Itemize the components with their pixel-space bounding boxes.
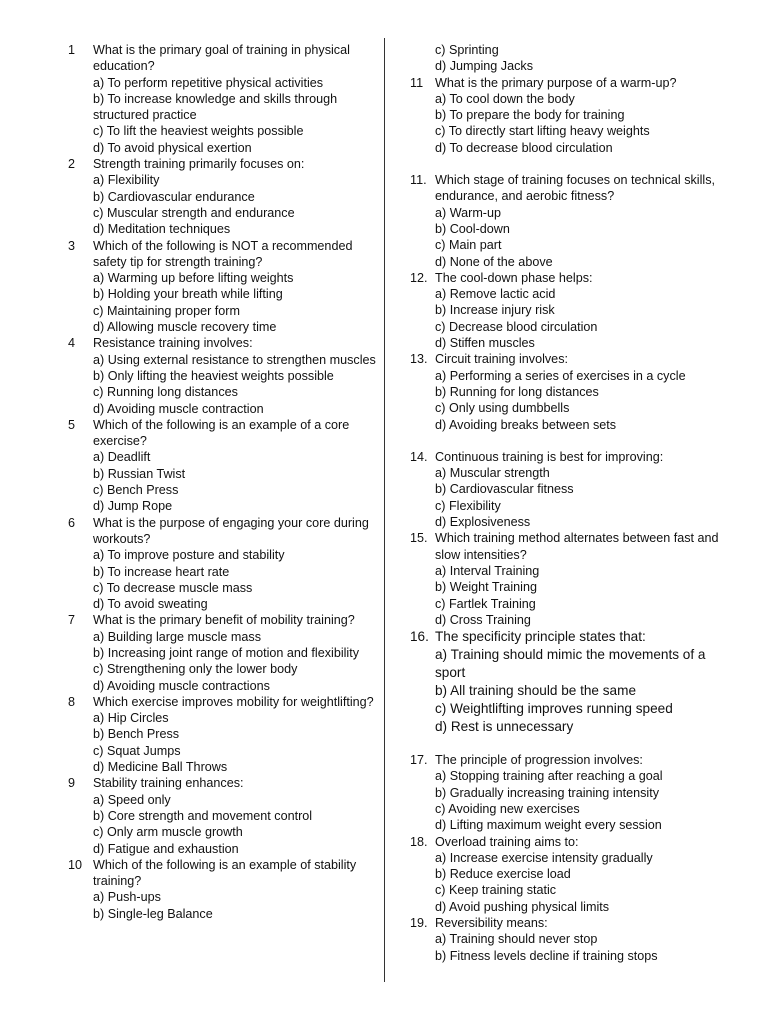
answer-option: c) Squat Jumps (93, 743, 181, 758)
answer-option: d) Rest is unnecessary (435, 719, 574, 735)
answer-option: d) None of the above (435, 254, 553, 269)
answer-option: d) Medicine Ball Throws (93, 760, 228, 775)
question-text: Reversibility means: (435, 916, 548, 931)
question-text: What is the purpose of engaging your core during workouts? (93, 515, 369, 546)
answer-option: c) Running long distances (93, 385, 238, 400)
question-number: 7 (68, 613, 76, 628)
answer-option: d) Fatigue and exhaustion (93, 841, 239, 856)
answer-option: a) Using external resistance to strengthen muscles (93, 352, 376, 367)
answer-option: a) Warm-up (435, 205, 502, 220)
right-column (410, 42, 730, 964)
answer-option: a) To improve posture and stability (93, 548, 285, 563)
question-number: 17. (410, 753, 428, 768)
question-block (68, 42, 384, 156)
question-block (410, 530, 730, 628)
answer-option: b) Only lifting the heaviest weights possible (93, 368, 334, 383)
answer-option: d) Jumping Jacks (435, 59, 533, 74)
answer-option: a) Remove lactic acid (435, 287, 556, 302)
answer-option: a) Push-ups (93, 890, 161, 905)
question-line (410, 75, 730, 91)
question-block (410, 449, 730, 530)
answer-option: c) Weightlifting improves running speed (435, 701, 673, 717)
question-number: 12. (410, 270, 428, 285)
question-block (68, 417, 384, 515)
answer-option: c) Sprinting (435, 43, 499, 57)
answer-option: b) Weight Training (435, 580, 537, 595)
question-text: Circuit training involves: (435, 352, 568, 367)
question-line (410, 834, 730, 850)
question-text: Which exercise improves mobility for weightlifting? (93, 694, 374, 709)
question-number: 15. (410, 531, 428, 546)
answer-option: a) Building large muscle mass (93, 629, 261, 644)
answer-option: b) Fitness levels decline if training stops (435, 948, 658, 963)
question-block (68, 775, 384, 856)
question-line (410, 628, 730, 646)
answer-option: d) Jump Rope (93, 499, 173, 514)
question-number: 13. (410, 352, 428, 367)
question-block (410, 270, 730, 351)
answer-option: b) Russian Twist (93, 466, 186, 481)
question-line (68, 775, 384, 791)
answer-option: d) Avoiding muscle contraction (93, 401, 264, 416)
answer-option: d) Explosiveness (435, 515, 531, 530)
question-line (68, 238, 384, 271)
question-line (68, 515, 384, 548)
question-number: 2 (68, 157, 76, 172)
answer-option: d) To avoid sweating (93, 597, 208, 612)
column-divider (384, 38, 385, 982)
answer-option: c) Maintaining proper form (93, 303, 240, 318)
question-block (68, 857, 384, 922)
answer-option: b) Running for long distances (435, 384, 599, 399)
answer-option: c) Fartlek Training (435, 596, 536, 611)
answer-option: c) To lift the heaviest weights possible (93, 124, 304, 139)
answer-option: b) To increase knowledge and skills through structured practice (93, 91, 338, 123)
question-text: Overload training aims to: (435, 834, 579, 849)
question-block (410, 75, 730, 156)
question-text: Stability training enhances: (93, 776, 244, 791)
question-block (68, 612, 384, 693)
question-block (410, 628, 730, 736)
answer-option: c) Only using dumbbells (435, 401, 570, 416)
question-block (410, 752, 730, 833)
question-number: 4 (68, 336, 76, 351)
question-text: Resistance training involves: (93, 336, 253, 351)
answer-option: c) Strengthening only the lower body (93, 662, 298, 677)
question-number: 11 (410, 75, 424, 90)
answer-option: a) Deadlift (93, 450, 151, 465)
question-text: Which stage of training focuses on technical skills, endurance, and aerobic fitness? (435, 173, 715, 204)
answer-option: c) Keep training static (435, 883, 557, 898)
answer-option: a) Training should never stop (435, 932, 598, 947)
answer-option: d) To decrease blood circulation (435, 140, 613, 155)
answer-option: b) Cardiovascular fitness (435, 482, 574, 497)
question-block (68, 238, 384, 336)
answer-option: a) Performing a series of exercises in a cycle (435, 368, 686, 383)
answer-option: c) Main part (435, 238, 502, 253)
question-text: Which of the following is NOT a recommended safety tip for strength training? (93, 238, 353, 269)
answer-option: a) Flexibility (93, 173, 160, 188)
answer-option: b) Cool-down (435, 221, 510, 236)
question-line (410, 172, 730, 205)
question-text: Which of the following is an example of stability training? (93, 857, 357, 889)
answer-option: b) To increase heart rate (93, 564, 230, 579)
answer-option: b) Increase injury risk (435, 303, 555, 318)
question-number: 14. (410, 449, 428, 464)
answer-option: b) Single-leg Balance (93, 906, 213, 921)
answer-option: d) Lifting maximum weight every session (435, 818, 662, 833)
question-line (68, 156, 384, 172)
question-block (410, 834, 730, 915)
question-line (410, 449, 730, 465)
question-line (68, 42, 384, 75)
question-text: What is the primary benefit of mobility training? (93, 613, 355, 628)
answer-option: d) Meditation techniques (93, 222, 231, 237)
answer-option: b) Increasing joint range of motion and flexibility (93, 645, 360, 660)
answer-option: b) Reduce exercise load (435, 867, 571, 882)
question-text: Which of the following is an example of a core exercise? (93, 417, 350, 449)
answer-option: d) Avoid pushing physical limits (435, 899, 610, 914)
answer-option: a) Speed only (93, 792, 171, 807)
answer-option: b) Core strength and movement control (93, 808, 313, 823)
answer-option: a) To perform repetitive physical activities (93, 75, 324, 90)
answer-option: c) Decrease blood circulation (435, 319, 598, 334)
answer-option: b) Cardiovascular endurance (93, 189, 255, 204)
question-text: Strength training primarily focuses on: (93, 157, 305, 172)
answer-option: a) Increase exercise intensity gradually (435, 850, 653, 865)
answer-option: d) Avoiding breaks between sets (435, 417, 617, 432)
question-line (68, 335, 384, 351)
question-text: Which training method alternates between fast and slow intensities? (435, 531, 719, 562)
question-number: 1 (68, 43, 76, 57)
answer-option: a) Warming up before lifting weights (93, 271, 294, 286)
answer-option: c) Only arm muscle growth (93, 825, 243, 840)
question-number: 5 (68, 417, 76, 432)
question-block (68, 156, 384, 237)
question-line (68, 694, 384, 710)
answer-option: a) Interval Training (435, 563, 540, 578)
answer-option: d) To avoid physical exertion (93, 140, 252, 155)
question-line (68, 857, 384, 890)
answer-option: b) All training should be the same (435, 683, 637, 699)
question-number: 10 (68, 857, 83, 872)
answer-option: d) Avoiding muscle contractions (93, 678, 270, 693)
question-block (410, 42, 730, 75)
left-column (68, 42, 384, 922)
answer-option: a) To cool down the body (435, 91, 575, 106)
question-line (410, 915, 730, 931)
question-text: The cool-down phase helps: (435, 270, 593, 285)
question-line (68, 417, 384, 450)
question-number: 11. (410, 173, 427, 188)
question-block (68, 515, 384, 613)
question-number: 18. (410, 834, 428, 849)
answer-option: a) Hip Circles (93, 711, 169, 726)
answer-option: a) Stopping training after reaching a goal (435, 769, 663, 784)
answer-option: c) Bench Press (93, 483, 179, 498)
question-block (410, 351, 730, 432)
question-line (410, 270, 730, 286)
question-number: 6 (68, 515, 76, 530)
question-text: What is the primary purpose of a warm-up? (435, 75, 677, 90)
answer-option: b) Gradually increasing training intensity (435, 785, 660, 800)
answer-option: c) Muscular strength and endurance (93, 205, 295, 220)
question-line (410, 351, 730, 367)
question-number: 9 (68, 776, 76, 791)
answer-option: b) Bench Press (93, 727, 180, 742)
question-number: 19. (410, 916, 428, 931)
question-text: Continuous training is best for improving: (435, 449, 664, 464)
answer-option: b) To prepare the body for training (435, 108, 625, 123)
answer-option: d) Stiffen muscles (435, 336, 535, 351)
answer-option: d) Allowing muscle recovery time (93, 320, 277, 335)
answer-option: c) Flexibility (435, 498, 501, 513)
answer-option: c) To decrease muscle mass (93, 580, 253, 595)
question-number: 16. (410, 629, 429, 645)
question-block (68, 335, 384, 416)
answer-option: c) To directly start lifting heavy weights (435, 124, 650, 139)
question-number: 3 (68, 238, 76, 253)
answer-option: a) Muscular strength (435, 466, 550, 481)
question-block (410, 915, 730, 964)
question-line (410, 752, 730, 768)
answer-option: b) Holding your breath while lifting (93, 287, 283, 302)
question-line (68, 612, 384, 628)
question-text: The principle of progression involves: (435, 753, 643, 768)
answer-option: c) Avoiding new exercises (435, 801, 580, 816)
question-number: 8 (68, 694, 76, 709)
answer-option: a) Training should mimic the movements of a sport (435, 647, 706, 681)
question-block (68, 694, 384, 775)
answer-option: d) Cross Training (435, 612, 531, 627)
question-line (410, 530, 730, 563)
question-block (410, 172, 730, 270)
question-text: What is the primary goal of training in physical education? (93, 43, 350, 74)
question-text: The specificity principle states that: (435, 629, 646, 645)
